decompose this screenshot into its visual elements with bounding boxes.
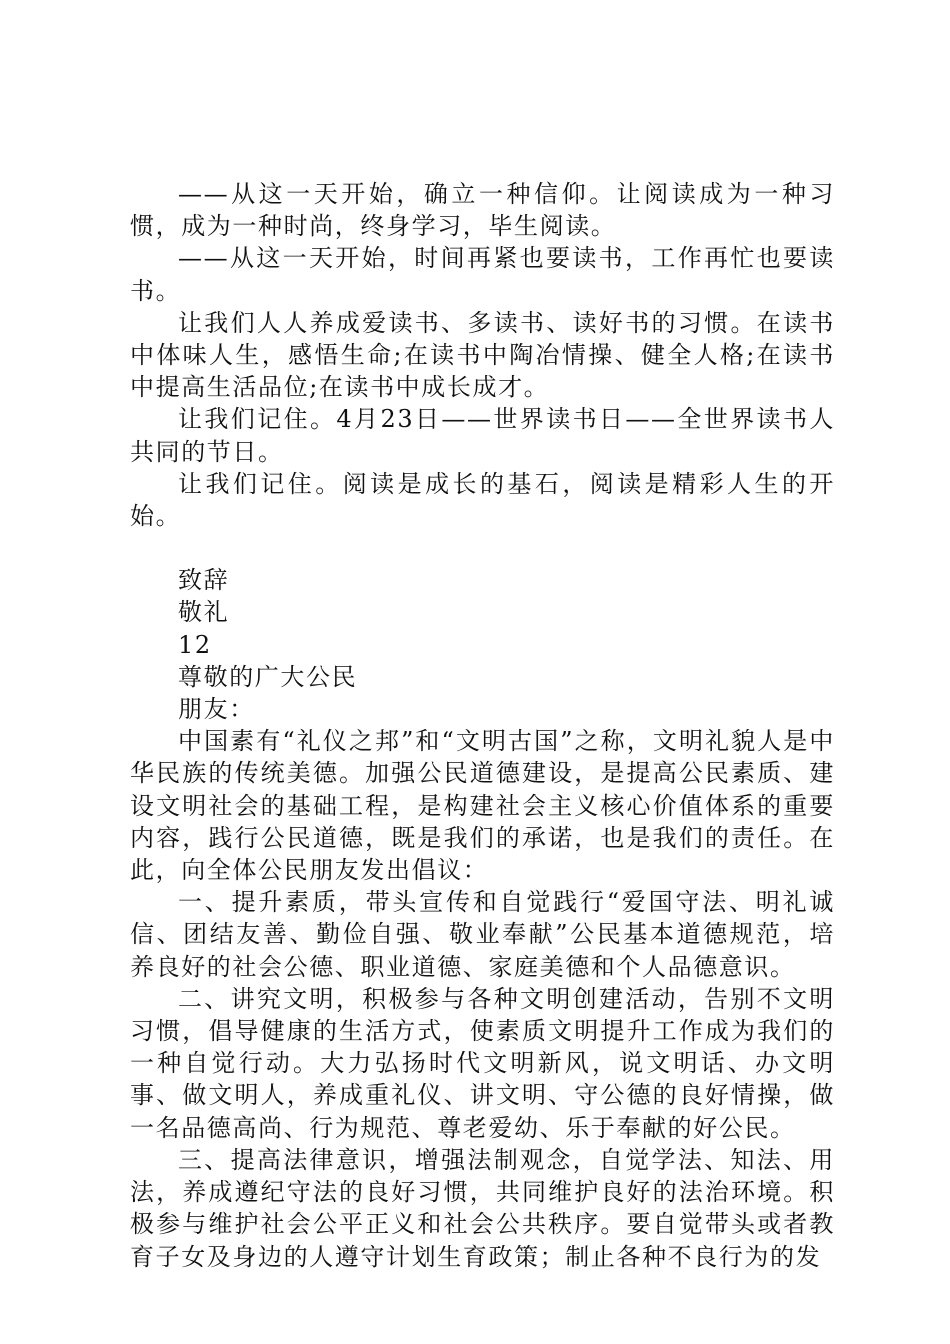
closing-line-2: 敬礼 <box>178 598 230 627</box>
closing-line-3: 12 <box>178 630 212 659</box>
document-page <box>130 178 835 1273</box>
paragraph-reading-foundation: 让我们记住。阅读是成长的基石，阅读是精彩人生的开始。 <box>130 469 835 531</box>
paragraph-reading-belief: ——从这一天开始，确立一种信仰。让阅读成为一种习惯，成为一种时尚，终身学习，毕生阅读。 <box>130 180 835 241</box>
paragraph-reading-habit: 让我们人人养成爱读书、多读书、读好书的习惯。在读书中体味人生，感悟生命;在读书中陶冶情操、健全人格;在读书中提高生活品位;在读书中成长成才。 <box>130 308 835 402</box>
paragraph-proposal-3: 三、提高法律意识，增强法制观念，自觉学法、知法、用法，养成遵纪守法的良好习惯，共同维护良好的法治环境。积极参与维护社会公平正义和社会公共秩序。要自觉带头或者教育子女及身边的人遵守计划生育政策；制止各种不良行为的发 <box>130 1145 835 1271</box>
paragraph-reading-time: ——从这一天开始，时间再紧也要读书，工作再忙也要读书。 <box>130 244 835 305</box>
salutation-line-2: 朋友： <box>178 695 255 724</box>
blank-line <box>130 532 835 564</box>
closing-line-1: 致辞 <box>178 566 230 595</box>
paragraph-world-book-day: 让我们记住。4月23日——世界读书日——全世界读书人共同的节日。 <box>130 405 835 466</box>
salutation-line-1: 尊敬的广大公民 <box>178 662 358 691</box>
paragraph-proposal-1: 一、提升素质，带头宣传和自觉践行“爱国守法、明礼诚信、团结友善、勤俭自强、敬业奉献”公民基本道德规范，培养良好的社会公德、职业道德、家庭美德和个人品德意识。 <box>130 888 835 981</box>
paragraph-civic-intro: 中国素有“礼仪之邦”和“文明古国”之称，文明礼貌人是中华民族的传统美德。加强公民道德建设，是提高公民素质、建设文明社会的基础工程，是构建社会主义核心价值体系的重要内容，践行公民道德，既是我们的承诺，也是我们的责任。在此，向全体公民朋友发出倡议： <box>130 727 835 885</box>
paragraph-proposal-2: 二、讲究文明，积极参与各种文明创建活动，告别不文明习惯，倡导健康的生活方式，使素质文明提升工作成为我们的一种自觉行动。大力弘扬时代文明新风，说文明话、办文明事、做文明人，养成重礼仪、讲文明、守公德的良好情操，做一名品德高尚、行为规范、尊老爱幼、乐于奉献的好公民。 <box>130 984 835 1142</box>
